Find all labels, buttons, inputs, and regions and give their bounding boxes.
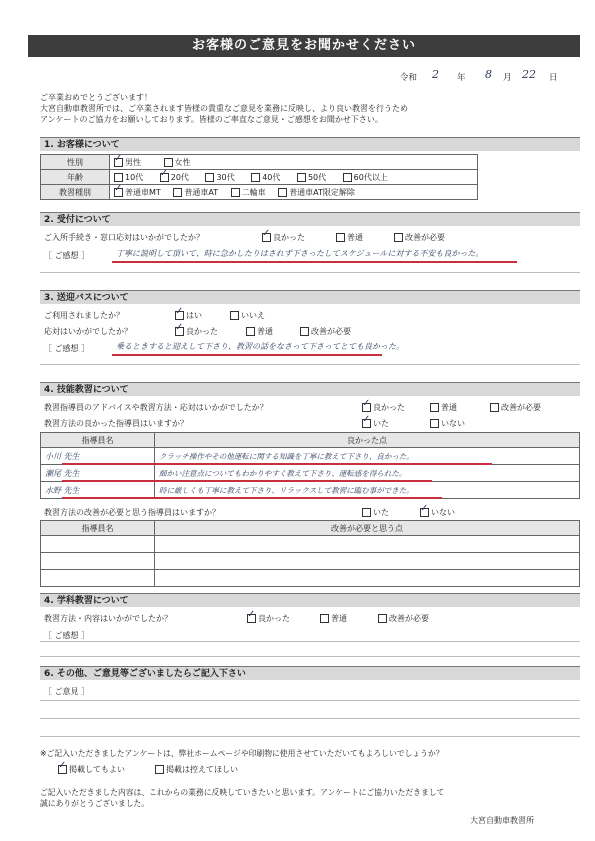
writing-line <box>40 364 580 365</box>
skill-advice-question: 教習指導員のアドバイスや教習方法・応対はいかがでしたか？ <box>44 403 268 412</box>
reception-improve[interactable]: 改善が必要 <box>394 232 445 243</box>
option-motorcycle[interactable]: 二輪車 <box>231 188 266 197</box>
reception-comment[interactable]: 丁寧に説明して頂いて、時に急かしたりはされず下さったしてスケジュールに対する不安も良かった。 <box>116 249 484 258</box>
table-row: 瀬尾 先生 細かい注意点についてもわかりやすく教えて下さり、運転感を得られた。 <box>41 465 580 482</box>
bus-normal[interactable]: 普通 <box>246 326 273 337</box>
bus-improve[interactable]: 改善が必要 <box>300 326 351 337</box>
consent-question: ※ご記入いただきましたアンケートは、弊社ホームページや印刷物に使用させていただいてもよろしいでしょうか？ <box>40 749 444 758</box>
date-year: 2 <box>432 68 439 81</box>
page-title: お客様のご意見をお聞かせください <box>28 35 580 57</box>
bus-use-no[interactable]: いいえ <box>230 310 265 321</box>
section-customer-header: 1. お客様について <box>40 137 580 151</box>
underline-red <box>112 261 517 263</box>
option-40s[interactable]: 40代 <box>251 173 280 182</box>
bad-instructor-table: 指導員名 改善が必要と思う点 <box>40 520 580 587</box>
good-instructor-table: 指導員名 良かった点 小川 先生 クラッチ操作やその他運転に関する知識を丁寧に教えて下さり、良かった。 瀬尾 先生 細かい注意点についてもわかりやすく教えて下さり、運転感を得られた。 水野 先生 時に厳しくも丁寧に教えて下さり、リラックスして教習に臨む事ができた。 <box>40 432 580 499</box>
underline-red <box>62 497 442 499</box>
table-row <box>41 553 580 570</box>
customer-table <box>40 154 478 200</box>
bad-instructor-no[interactable]: ✓ いない <box>420 507 455 518</box>
row-course-type: 教習種別 ✓ 普通車MT 普通車AT 二輪車 普通車AT限定解除 <box>41 185 478 200</box>
skill-improve[interactable]: 改善が必要 <box>490 402 541 413</box>
option-60s-plus[interactable]: 60代以上 <box>343 173 388 182</box>
bad-instructor-yes[interactable]: いた <box>362 507 389 518</box>
underline-red <box>62 463 492 465</box>
lecture-good[interactable]: ✓ 良かった <box>247 613 290 624</box>
good-instructor-no[interactable]: いない <box>430 418 465 429</box>
option-10s[interactable]: 10代 <box>114 173 143 182</box>
date-year-unit: 年 <box>457 73 466 83</box>
bus-service-question: 応対はいかがでしたか？ <box>44 327 132 336</box>
reception-good[interactable]: ✓ 良かった <box>262 232 305 243</box>
writing-line[interactable] <box>40 641 580 642</box>
reception-normal[interactable]: 普通 <box>336 232 363 243</box>
date-day-unit: 日 <box>549 73 558 83</box>
lecture-normal[interactable]: 普通 <box>320 613 347 624</box>
option-at-limit-removal[interactable]: 普通車AT限定解除 <box>278 188 355 197</box>
date-month-unit: 月 <box>503 73 512 83</box>
option-female[interactable]: 女性 <box>164 158 191 167</box>
consent-yes[interactable]: ✓掲載してもよい <box>58 764 125 775</box>
bus-good[interactable]: ✓ 良かった <box>175 326 218 337</box>
bad-instructor-question: 教習方法の改善が必要と思う指導員はいますか？ <box>44 508 220 517</box>
writing-line[interactable] <box>40 736 580 737</box>
writing-line <box>40 272 580 273</box>
skill-normal[interactable]: 普通 <box>430 402 457 413</box>
table-row: 水野 先生 時に厳しくも丁寧に教えて下さり、リラックスして教習に臨む事ができた。 <box>41 482 580 499</box>
bus-comment[interactable]: 乗るときすると迎えして下さり、教習の話をなさって下さってとても良かった。 <box>116 342 404 351</box>
writing-line[interactable] <box>40 700 580 701</box>
section-lecture-header: 4. 学科教習について <box>40 593 580 607</box>
section-skill-header: 4. 技能教習について <box>40 382 580 396</box>
table-row <box>41 536 580 553</box>
option-50s[interactable]: 50代 <box>297 173 326 182</box>
other-comment-label: ［ ご意見 ］ <box>44 687 90 696</box>
date-day: 22 <box>522 68 536 81</box>
intro-text: ご卒業おめでとうございます！ 大宮自動車教習所では、ご卒業されます皆様の貴重なご意見を業務に反映し、より良い教習を行うため アンケートのご協力をお願いしております。皆様のご率直なご意見・ご感想をお聞かせ下さい。 <box>40 93 408 124</box>
option-at[interactable]: 普通車AT <box>173 188 218 197</box>
row-gender: 性別 ✓ 男性 女性 <box>41 155 478 170</box>
checkbox-female[interactable] <box>164 158 173 167</box>
reception-comment-label: ［ ご感想 ］ <box>44 251 90 260</box>
underline-red <box>112 354 382 356</box>
reception-question: ご入所手続き・窓口応対はいかがでしたか？ <box>44 233 204 242</box>
option-mt[interactable]: ✓ 普通車MT <box>114 188 161 197</box>
option-20s[interactable]: ✓ 20代 <box>160 173 189 182</box>
option-30s[interactable]: 30代 <box>205 173 234 182</box>
lecture-comment-label: ［ ご感想 ］ <box>44 631 90 640</box>
section-other-header: 6. その他、ご意見等ございましたらご記入下さい <box>40 666 580 680</box>
date-era: 令和 <box>400 73 418 83</box>
table-row: 小川 先生 クラッチ操作やその他運転に関する知識を丁寧に教えて下さり、良かった。 <box>41 448 580 465</box>
section-reception-header: 2. 受付について <box>40 212 580 226</box>
writing-line[interactable] <box>40 656 580 657</box>
option-male[interactable]: ✓ 男性 <box>114 158 141 167</box>
closing-text: ご記入いただきました内容は、これからの業務に反映していきたいと思います。アンケートにご協力いただきまして 誠にありがとうございました。 <box>40 788 445 808</box>
lecture-improve[interactable]: 改善が必要 <box>378 613 429 624</box>
section-bus-header: 3. 送迎バスについて <box>40 290 580 304</box>
consent-no[interactable]: 掲載は控えてほしい <box>155 764 238 775</box>
bus-comment-label: ［ ご感想 ］ <box>44 344 90 353</box>
bus-use-question: ご利用されましたか？ <box>44 311 124 320</box>
bus-use-yes[interactable]: ✓ はい <box>175 310 202 321</box>
footer-school-name: 大宮自動車教習所 <box>470 816 534 825</box>
underline-red <box>62 480 432 482</box>
date-month: 8 <box>485 68 492 81</box>
table-row <box>41 570 580 587</box>
checkbox-male[interactable] <box>114 158 123 167</box>
lecture-question: 教習方法・内容はいかがでしたか？ <box>44 614 172 623</box>
skill-good[interactable]: ✓ 良かった <box>362 402 405 413</box>
good-instructor-question: 教習方法の良かった指導員はいますか？ <box>44 419 188 428</box>
writing-line[interactable] <box>40 718 580 719</box>
row-age: 年齢 10代 ✓ 20代 30代 40代 50代 60代以上 <box>41 170 478 185</box>
good-instructor-yes[interactable]: ✓ いた <box>362 418 389 429</box>
